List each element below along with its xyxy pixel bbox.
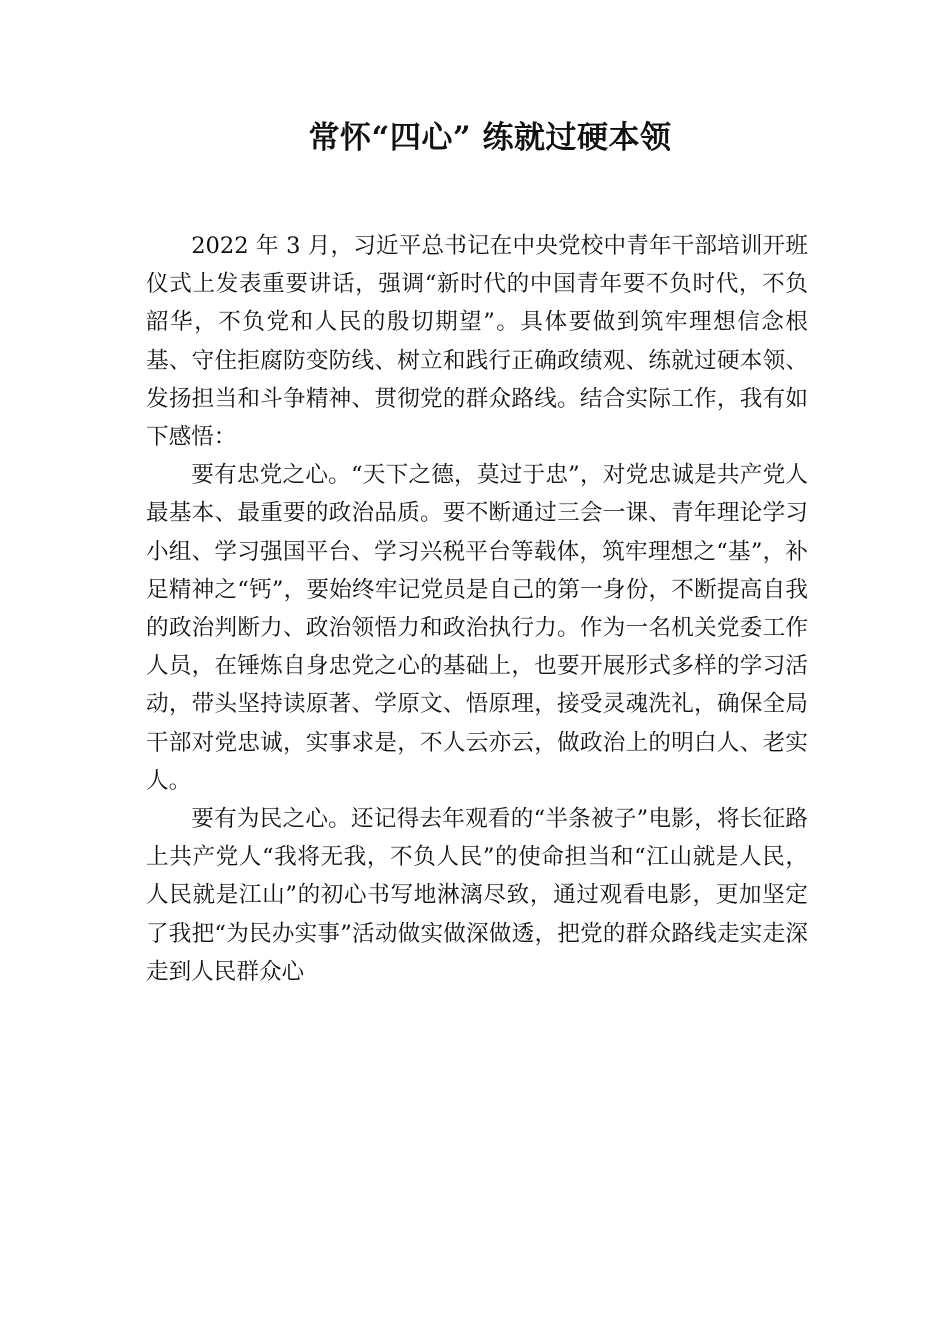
- paragraph-loyalty: 要有忠党之心。“天下之德，莫过于忠”，对党忠诚是共产党人最基本、最重要的政治品质。要不断通过三会一课、青年理论学习小组、学习强国平台、学习兴税平台等载体，筑牢理想之“基”，补足精神之“钙”，要始终牢记党员是自己的第一身份，不断提高自我的政治判断力、政治领悟力和政治执行力。作为一名机关党委工作人员，在锤炼自身忠党之心的基础上，也要开展形式多样的学习活动，带头坚持读原著、学原文、悟原理，接受灵魂洗礼，确保全局干部对党忠诚，实事求是，不人云亦云，做政治上的明白人、老实人。: [146, 462, 808, 794]
- paragraph-intro: 2022 年 3 月，习近平总书记在中央党校中青年干部培训开班仪式上发表重要讲话，强调“新时代的中国青年要不负时代，不负韶华，不负党和人民的殷切期望”。具体要做到筑牢理想信念根基、守住拒腐防变防线、树立和践行正确政绩观、练就过硬本领、发扬担当和斗争精神、贯彻党的群众路线。结合实际工作，我有如下感悟：: [146, 233, 808, 451]
- document-title: 常怀“四心” 练就过硬本领: [308, 120, 672, 156]
- document-body: [146, 227, 808, 991]
- paragraph-people: 要有为民之心。还记得去年观看的“半条被子”电影，将长征路上共产党人“我将无我，不负人民”的使命担当和“江山就是人民，人民就是江山”的初心书写地淋漓尽致，通过观看电影，更加坚定了我把“为民办实事”活动做实做深做透，把党的群众路线走实走深走到人民群众心: [146, 806, 808, 985]
